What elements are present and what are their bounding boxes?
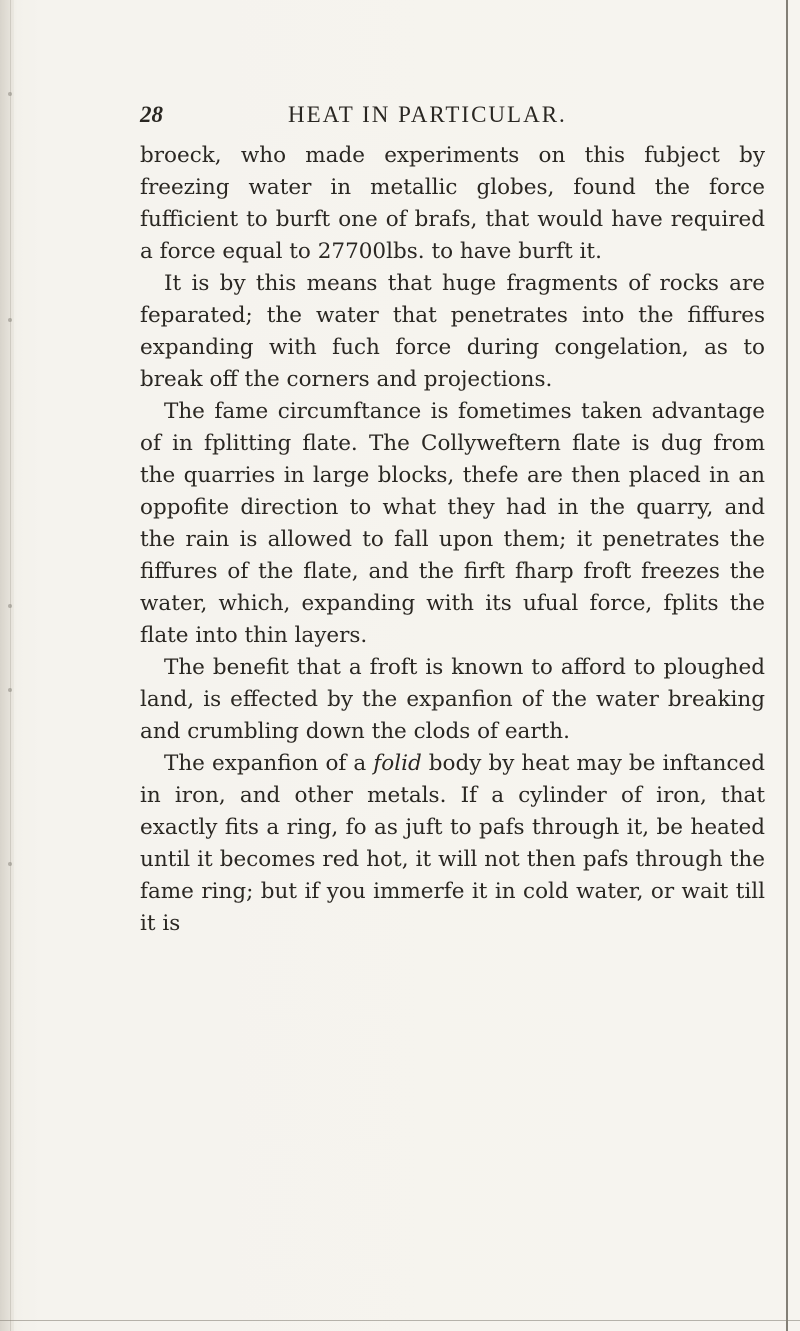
paragraph-4: The benefit that a froft is known to afford to ploughed land, is effected by the expanfion of the water breaking and crumbling down the clods of earth. [140,655,765,744]
margin-speck [8,318,12,322]
margin-marks [0,0,40,1331]
margin-speck [8,688,12,692]
margin-speck [8,862,12,866]
margin-speck [8,92,12,96]
paragraph-3: The fame circumftance is fometimes taken advantage of in fplitting flate. The Collyweftern flate is dug from the quarries in large blocks, thefe are then placed in an oppofite direction to what they had in the quarry, and the rain is allowed to fall upon them; it penetrates the fiffures of the flate, and the firft fharp froft freezes the water, which, expanding with its ufual force, fplits the flate into thin layers. [140,399,765,648]
paragraph-5-start: The expanfion of a [164,751,374,776]
paragraph-5-italic-word: folid [373,751,422,776]
paragraph-1: broeck, who made experiments on this fubject by freezing water in metallic globes, found the force fufficient to burft one of brafs, that would have required a force equal to 27700lbs. to have burft it. [140,143,765,264]
right-page-edge-rule [786,0,788,1331]
running-head [140,102,780,134]
bottom-page-edge-rule [0,1320,800,1321]
paragraph-5-end: body by heat may be inftanced in iron, and other metals. If a cylinder of iron, that exactly fits a ring, fo as juft to pafs through it, be heated until it becomes red hot, it will not then pafs through the fame ring; but if you immerfe it in cold water, or wait till it is [140,751,765,936]
paragraph-2: It is by this means that huge fragments of rocks are feparated; the water that penetrates into the fiffures expanding with fuch force during congelation, as to break off the corners and projections. [140,271,765,392]
paragraph-5 [140,748,765,940]
body-text [140,140,765,940]
running-title: HEAT IN PARTICULAR. [288,102,567,127]
margin-speck [8,604,12,608]
page-number: 28 [140,102,163,127]
